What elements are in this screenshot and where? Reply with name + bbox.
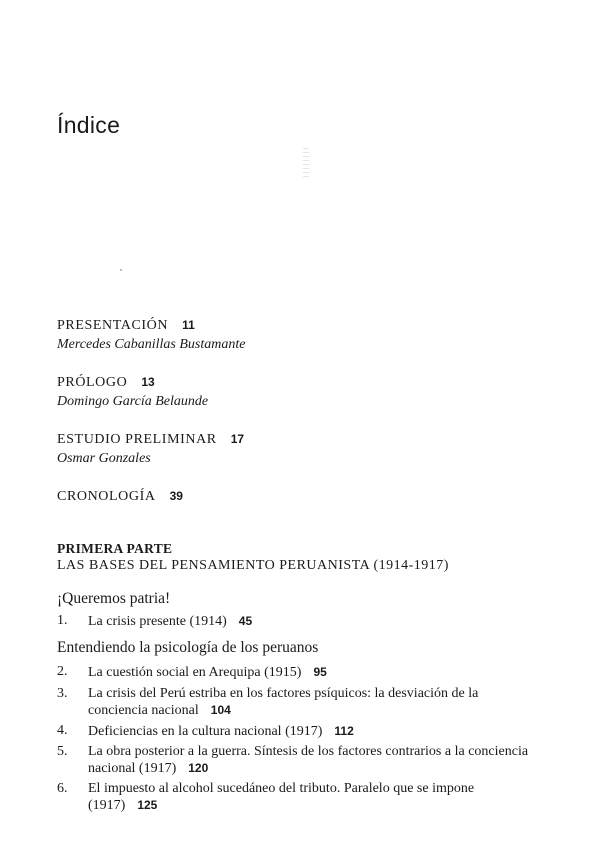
page-number: 17 bbox=[230, 432, 245, 446]
part-title: LAS BASES DEL PENSAMIENTO PERUANISTA (1914-1917) bbox=[57, 558, 449, 573]
entry-author: Osmar Gonzales bbox=[57, 451, 151, 466]
entry-number: 4. bbox=[57, 723, 68, 738]
section-heading: ¡Queremos patria! bbox=[57, 590, 171, 607]
page-number: 39 bbox=[169, 489, 183, 503]
entry-heading: PRÓLOGO bbox=[57, 375, 128, 390]
toc-entry-cronologia[interactable] bbox=[57, 487, 183, 506]
entry-title: La cuestión social en Arequipa (1915) bbox=[88, 665, 302, 680]
entry-title: La crisis del Perú estriba en los factores psíquicos: la desviación de la conciencia nacional bbox=[88, 686, 479, 718]
scan-dot bbox=[120, 269, 122, 271]
toc-entry-presentacion[interactable] bbox=[57, 316, 245, 354]
page-number: 95 bbox=[313, 665, 327, 679]
entry-heading: CRONOLOGÍA bbox=[57, 489, 156, 504]
toc-entry-estudio-preliminar[interactable] bbox=[57, 430, 244, 468]
entry-number: 5. bbox=[57, 744, 68, 759]
toc-entry[interactable] bbox=[57, 613, 537, 630]
entry-title: La obra posterior a la guerra. Síntesis de los factores contrarios a la conciencia nacional (1917) bbox=[88, 744, 529, 776]
entry-author: Domingo García Belaunde bbox=[57, 394, 209, 409]
toc-entry[interactable] bbox=[57, 723, 537, 740]
toc-entry[interactable] bbox=[57, 664, 537, 681]
toc-entry[interactable] bbox=[57, 686, 537, 719]
page-number: 112 bbox=[334, 724, 354, 738]
part-label: PRIMERA PARTE bbox=[57, 541, 173, 556]
page-number: 104 bbox=[210, 703, 231, 717]
page-number: 120 bbox=[188, 761, 209, 775]
page-number: 45 bbox=[238, 614, 253, 628]
page-number: 11 bbox=[182, 318, 195, 332]
entry-title: La crisis presente (1914) bbox=[88, 614, 227, 629]
toc-entry[interactable] bbox=[57, 744, 537, 777]
page-title: Índice bbox=[57, 112, 121, 138]
entry-heading: PRESENTACIÓN bbox=[57, 318, 169, 333]
entry-title: Deficiencias en la cultura nacional (1917) bbox=[88, 724, 323, 739]
page-number: 13 bbox=[141, 375, 155, 389]
entry-number: 2. bbox=[57, 664, 68, 679]
entry-number: 6. bbox=[57, 781, 68, 796]
toc-entry-prologo[interactable] bbox=[57, 373, 208, 411]
section-heading: Entendiendo la psicología de los peruanos bbox=[57, 639, 319, 656]
entry-number: 1. bbox=[57, 613, 68, 628]
entry-number: 3. bbox=[57, 686, 68, 701]
page-number: 125 bbox=[137, 798, 158, 812]
entry-heading: ESTUDIO PRELIMINAR bbox=[57, 432, 217, 447]
entry-author: Mercedes Cabanillas Bustamante bbox=[57, 337, 246, 352]
toc-entry[interactable] bbox=[57, 781, 537, 814]
entry-title: El impuesto al alcohol sucedáneo del tributo. Paralelo que se impone (1917) bbox=[88, 781, 475, 813]
scan-speck bbox=[303, 148, 309, 178]
